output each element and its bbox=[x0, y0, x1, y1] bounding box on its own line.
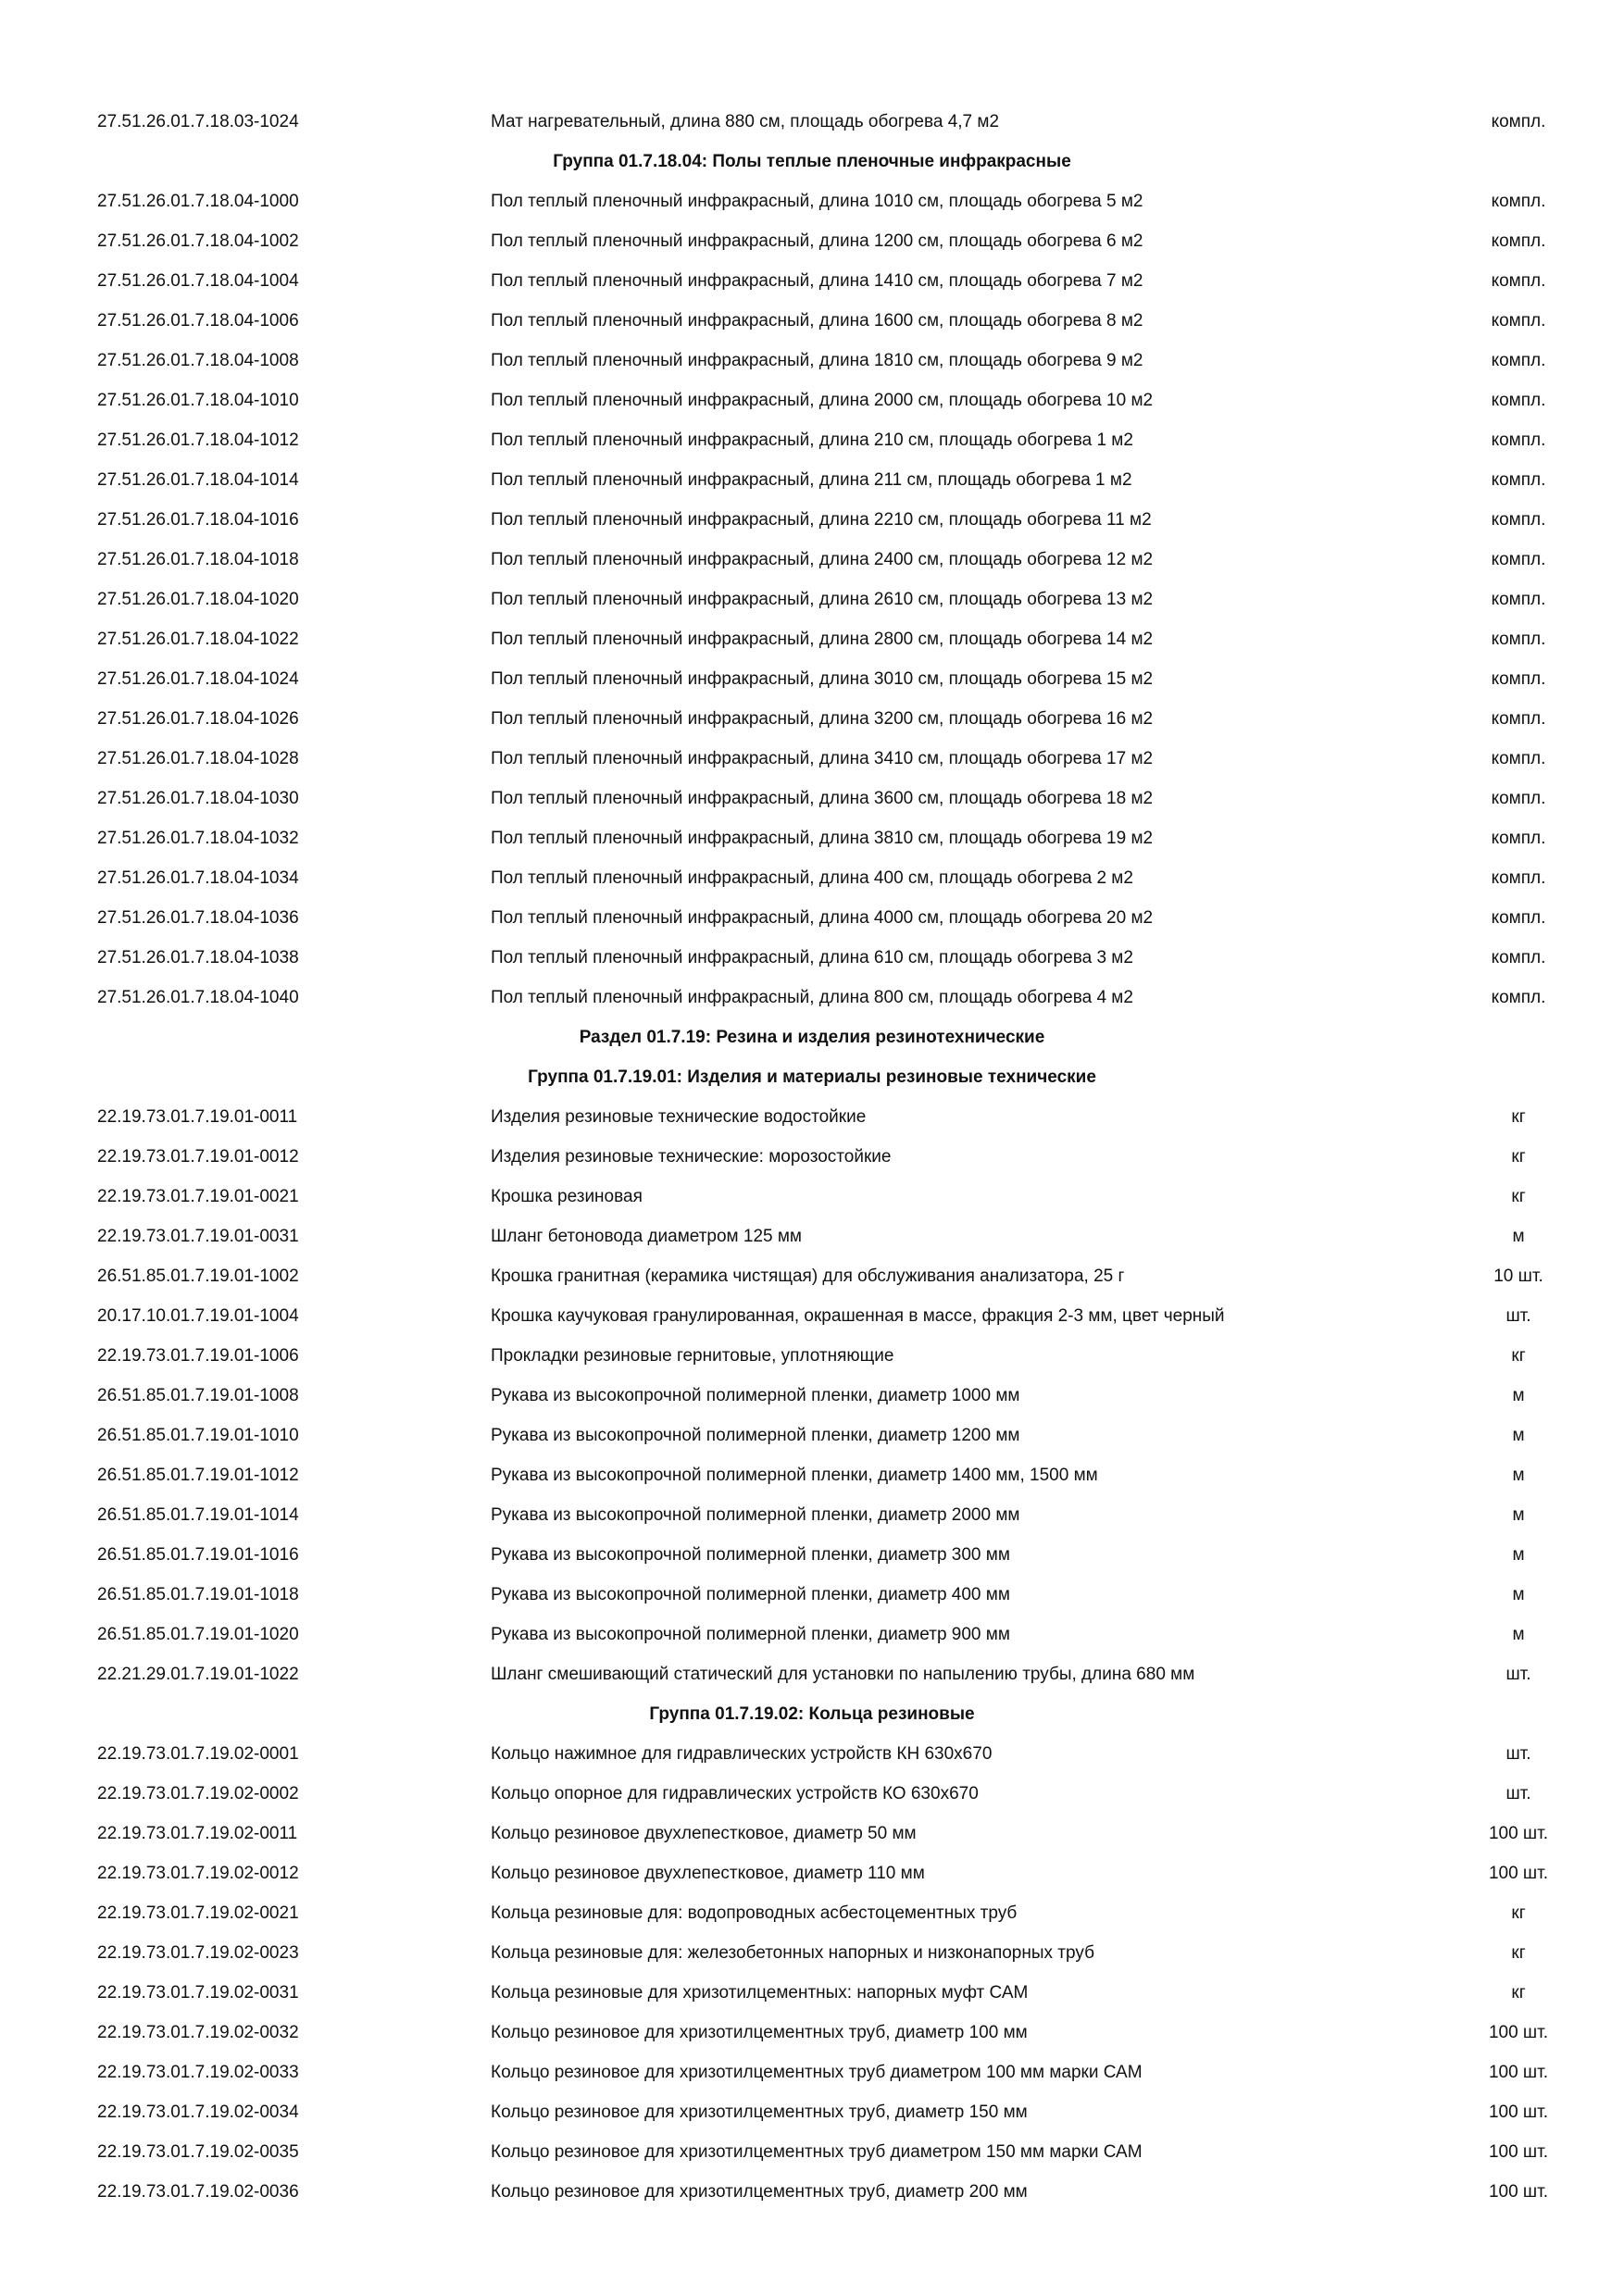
item-code: 26.51.85.01.7.19.01-1008 bbox=[97, 1386, 299, 1405]
item-unit: компл. bbox=[1491, 430, 1546, 450]
item-unit: м bbox=[1512, 1386, 1525, 1405]
item-name: Пол теплый пленочный инфракрасный, длина 2610 см, площадь обогрева 13 м2 bbox=[491, 590, 1154, 609]
table-row bbox=[0, 1933, 1624, 1973]
table-row bbox=[0, 619, 1624, 659]
item-name: Пол теплый пленочный инфракрасный, длина 3410 см, площадь обогрева 17 м2 bbox=[491, 749, 1154, 768]
item-code: 26.51.85.01.7.19.01-1012 bbox=[97, 1466, 299, 1485]
item-code: 22.19.73.01.7.19.01-0021 bbox=[97, 1187, 299, 1206]
item-code: 27.51.26.01.7.18.04-1008 bbox=[97, 351, 299, 370]
table-row bbox=[0, 1495, 1624, 1535]
section-heading: Группа 01.7.19.01: Изделия и материалы резиновые технические bbox=[528, 1067, 1096, 1087]
item-unit: м bbox=[1512, 1625, 1525, 1644]
item-code: 27.51.26.01.7.18.04-1030 bbox=[97, 789, 299, 808]
table-row bbox=[0, 1893, 1624, 1933]
table-row bbox=[0, 540, 1624, 580]
table-row bbox=[0, 1336, 1624, 1376]
item-code: 27.51.26.01.7.18.04-1034 bbox=[97, 868, 299, 888]
table-row bbox=[0, 1416, 1624, 1455]
item-name: Кольцо нажимное для гидравлических устройств КН 630x670 bbox=[491, 1744, 993, 1764]
item-name: Изделия резиновые технические: морозостойкие bbox=[491, 1147, 892, 1167]
item-code: 27.51.26.01.7.18.04-1040 bbox=[97, 988, 299, 1007]
item-unit: компл. bbox=[1491, 988, 1546, 1007]
item-code: 27.51.26.01.7.18.04-1010 bbox=[97, 391, 299, 410]
item-code: 22.19.73.01.7.19.01-0031 bbox=[97, 1227, 299, 1246]
item-name: Крошка каучуковая гранулированная, окрашенная в массе, фракция 2-3 мм, цвет черный bbox=[491, 1306, 1225, 1326]
table-row bbox=[0, 2092, 1624, 2132]
item-code: 22.19.73.01.7.19.02-0002 bbox=[97, 1784, 299, 1803]
item-unit: компл. bbox=[1491, 749, 1546, 768]
item-name: Шланг бетоновода диаметром 125 мм bbox=[491, 1227, 802, 1246]
item-unit: шт. bbox=[1505, 1306, 1531, 1326]
table-row bbox=[0, 460, 1624, 500]
table-row bbox=[0, 2172, 1624, 2212]
item-code: 22.19.73.01.7.19.02-0011 bbox=[97, 1824, 298, 1843]
table-row bbox=[0, 341, 1624, 381]
item-code: 27.51.26.01.7.18.04-1036 bbox=[97, 908, 299, 928]
item-name: Пол теплый пленочный инфракрасный, длина 1200 см, площадь обогрева 6 м2 bbox=[491, 231, 1143, 251]
table-row bbox=[0, 2053, 1624, 2092]
item-name: Пол теплый пленочный инфракрасный, длина 1410 см, площадь обогрева 7 м2 bbox=[491, 271, 1143, 291]
document-page bbox=[0, 102, 1624, 2212]
item-unit: компл. bbox=[1491, 868, 1546, 888]
item-code: 26.51.85.01.7.19.01-1016 bbox=[97, 1545, 299, 1565]
item-code: 22.19.73.01.7.19.02-0031 bbox=[97, 1983, 299, 2003]
table-row bbox=[0, 898, 1624, 938]
item-name: Пол теплый пленочный инфракрасный, длина 210 см, площадь обогрева 1 м2 bbox=[491, 430, 1133, 450]
item-name: Рукава из высокопрочной полимерной пленки, диаметр 1400 мм, 1500 мм bbox=[491, 1466, 1098, 1485]
item-code: 27.51.26.01.7.18.04-1032 bbox=[97, 829, 299, 848]
table-row bbox=[0, 2132, 1624, 2172]
item-unit: компл. bbox=[1491, 709, 1546, 729]
table-row bbox=[0, 1296, 1624, 1336]
table-row bbox=[0, 1575, 1624, 1615]
item-name: Пол теплый пленочный инфракрасный, длина 800 см, площадь обогрева 4 м2 bbox=[491, 988, 1133, 1007]
item-code: 26.51.85.01.7.19.01-1014 bbox=[97, 1505, 299, 1525]
item-name: Пол теплый пленочный инфракрасный, длина 3600 см, площадь обогрева 18 м2 bbox=[491, 789, 1154, 808]
table-row bbox=[0, 221, 1624, 261]
item-name: Пол теплый пленочный инфракрасный, длина 211 см, площадь обогрева 1 м2 bbox=[491, 470, 1132, 490]
item-name: Рукава из высокопрочной полимерной пленки, диаметр 900 мм bbox=[491, 1625, 1010, 1644]
table-row bbox=[0, 938, 1624, 978]
item-unit: кг bbox=[1511, 1187, 1526, 1206]
item-code: 27.51.26.01.7.18.04-1022 bbox=[97, 630, 299, 649]
item-name: Пол теплый пленочный инфракрасный, длина 1810 см, площадь обогрева 9 м2 bbox=[491, 351, 1143, 370]
item-name: Пол теплый пленочный инфракрасный, длина 400 см, площадь обогрева 2 м2 bbox=[491, 868, 1133, 888]
table-row bbox=[0, 818, 1624, 858]
table-row bbox=[0, 699, 1624, 739]
item-code: 27.51.26.01.7.18.04-1026 bbox=[97, 709, 299, 729]
section-heading: Группа 01.7.18.04: Полы теплые пленочные инфракрасные bbox=[553, 152, 1071, 171]
item-name: Пол теплый пленочный инфракрасный, длина 1600 см, площадь обогрева 8 м2 bbox=[491, 311, 1143, 331]
table-row bbox=[0, 659, 1624, 699]
item-name: Рукава из высокопрочной полимерной пленки, диаметр 2000 мм bbox=[491, 1505, 1020, 1525]
table-row bbox=[0, 1217, 1624, 1256]
item-code: 27.51.26.01.7.18.03-1024 bbox=[97, 112, 299, 131]
item-code: 27.51.26.01.7.18.04-1016 bbox=[97, 510, 299, 530]
item-code: 27.51.26.01.7.18.04-1038 bbox=[97, 948, 299, 967]
item-code: 27.51.26.01.7.18.04-1002 bbox=[97, 231, 299, 251]
item-code: 22.19.73.01.7.19.02-0032 bbox=[97, 2023, 299, 2042]
item-name: Пол теплый пленочный инфракрасный, длина 610 см, площадь обогрева 3 м2 bbox=[491, 948, 1133, 967]
table-row bbox=[0, 1734, 1624, 1774]
table-row bbox=[0, 1654, 1624, 1694]
item-unit: кг bbox=[1511, 1147, 1526, 1167]
item-name: Пол теплый пленочный инфракрасный, длина 3810 см, площадь обогрева 19 м2 bbox=[491, 829, 1154, 848]
table-row bbox=[0, 858, 1624, 898]
table-row bbox=[0, 1973, 1624, 2013]
item-code: 27.51.26.01.7.18.04-1028 bbox=[97, 749, 299, 768]
item-unit: 100 шт. bbox=[1488, 1864, 1549, 1883]
item-code: 27.51.26.01.7.18.04-1004 bbox=[97, 271, 299, 291]
section-heading: Группа 01.7.19.02: Кольца резиновые bbox=[649, 1704, 975, 1724]
item-code: 22.19.73.01.7.19.02-0036 bbox=[97, 2182, 299, 2202]
item-unit: компл. bbox=[1491, 271, 1546, 291]
table-row bbox=[0, 1256, 1624, 1296]
item-code: 26.51.85.01.7.19.01-1002 bbox=[97, 1267, 299, 1286]
table-row bbox=[0, 2013, 1624, 2053]
item-unit: м bbox=[1512, 1545, 1525, 1565]
table-row bbox=[0, 102, 1624, 142]
item-name: Рукава из высокопрочной полимерной пленки, диаметр 300 мм bbox=[491, 1545, 1010, 1565]
item-name: Мат нагревательный, длина 880 см, площадь обогрева 4,7 м2 bbox=[491, 112, 1000, 131]
item-unit: компл. bbox=[1491, 789, 1546, 808]
table-row bbox=[0, 779, 1624, 818]
item-unit: м bbox=[1512, 1585, 1525, 1604]
item-unit: 10 шт. bbox=[1493, 1267, 1543, 1286]
item-name: Кольца резиновые для: водопроводных асбестоцементных труб bbox=[491, 1903, 1018, 1923]
item-unit: м bbox=[1512, 1466, 1525, 1485]
item-code: 22.21.29.01.7.19.01-1022 bbox=[97, 1665, 299, 1684]
item-name: Кольцо резиновое для хризотилцементных труб диаметром 100 мм марки САМ bbox=[491, 2063, 1143, 2082]
item-name: Изделия резиновые технические водостойкие bbox=[491, 1107, 867, 1127]
section-heading: Раздел 01.7.19: Резина и изделия резинотехнические bbox=[579, 1028, 1045, 1047]
table-row bbox=[0, 500, 1624, 540]
item-unit: 100 шт. bbox=[1488, 2182, 1549, 2202]
item-unit: м bbox=[1512, 1505, 1525, 1525]
table-row bbox=[0, 261, 1624, 301]
item-unit: шт. bbox=[1505, 1665, 1531, 1684]
item-unit: м bbox=[1512, 1227, 1525, 1246]
item-unit: 100 шт. bbox=[1488, 1824, 1549, 1843]
table-row bbox=[0, 580, 1624, 619]
table-row bbox=[0, 1535, 1624, 1575]
item-name: Кольца резиновые для хризотилцементных: напорных муфт САМ bbox=[491, 1983, 1029, 2003]
item-unit: компл. bbox=[1491, 948, 1546, 967]
item-unit: кг bbox=[1511, 1983, 1526, 2003]
item-unit: компл. bbox=[1491, 590, 1546, 609]
item-unit: компл. bbox=[1491, 391, 1546, 410]
item-code: 27.51.26.01.7.18.04-1024 bbox=[97, 669, 299, 689]
item-unit: компл. bbox=[1491, 470, 1546, 490]
table-row bbox=[0, 1853, 1624, 1893]
item-unit: кг bbox=[1511, 1107, 1526, 1127]
item-name: Кольцо резиновое двухлепестковое, диаметр 110 мм bbox=[491, 1864, 925, 1883]
item-code: 22.19.73.01.7.19.02-0012 bbox=[97, 1864, 299, 1883]
table-row bbox=[0, 1177, 1624, 1217]
item-unit: компл. bbox=[1491, 510, 1546, 530]
item-unit: 100 шт. bbox=[1488, 2023, 1549, 2042]
item-unit: компл. bbox=[1491, 829, 1546, 848]
item-code: 22.19.73.01.7.19.02-0033 bbox=[97, 2063, 299, 2082]
item-unit: компл. bbox=[1491, 192, 1546, 211]
item-code: 27.51.26.01.7.18.04-1020 bbox=[97, 590, 299, 609]
item-unit: кг bbox=[1511, 1346, 1526, 1366]
item-unit: 100 шт. bbox=[1488, 2063, 1549, 2082]
table-row bbox=[0, 181, 1624, 221]
item-unit: 100 шт. bbox=[1488, 2103, 1549, 2122]
item-unit: м bbox=[1512, 1426, 1525, 1445]
item-name: Прокладки резиновые гернитовые, уплотняющие bbox=[491, 1346, 894, 1366]
item-unit: кг bbox=[1511, 1903, 1526, 1923]
item-unit: компл. bbox=[1491, 630, 1546, 649]
item-name: Кольцо резиновое для хризотилцементных труб, диаметр 200 мм bbox=[491, 2182, 1028, 2202]
item-name: Пол теплый пленочный инфракрасный, длина 3200 см, площадь обогрева 16 м2 bbox=[491, 709, 1154, 729]
item-code: 26.51.85.01.7.19.01-1020 bbox=[97, 1625, 299, 1644]
table-row bbox=[0, 1137, 1624, 1177]
item-code: 22.19.73.01.7.19.02-0035 bbox=[97, 2142, 299, 2162]
table-row bbox=[0, 1376, 1624, 1416]
table-row bbox=[0, 1097, 1624, 1137]
item-name: Шланг смешивающий статический для установки по напылению трубы, длина 680 мм bbox=[491, 1665, 1195, 1684]
item-unit: кг bbox=[1511, 1943, 1526, 1963]
table-row bbox=[0, 978, 1624, 1017]
item-code: 27.51.26.01.7.18.04-1012 bbox=[97, 430, 299, 450]
item-code: 20.17.10.01.7.19.01-1004 bbox=[97, 1306, 299, 1326]
item-name: Кольцо резиновое для хризотилцементных труб, диаметр 100 мм bbox=[491, 2023, 1028, 2042]
item-code: 22.19.73.01.7.19.01-0012 bbox=[97, 1147, 299, 1167]
item-name: Кольцо резиновое двухлепестковое, диаметр 50 мм bbox=[491, 1824, 917, 1843]
item-name: Пол теплый пленочный инфракрасный, длина 2400 см, площадь обогрева 12 м2 bbox=[491, 550, 1154, 569]
item-name: Пол теплый пленочный инфракрасный, длина 2000 см, площадь обогрева 10 м2 bbox=[491, 391, 1154, 410]
table-row bbox=[0, 739, 1624, 779]
item-name: Пол теплый пленочный инфракрасный, длина 3010 см, площадь обогрева 15 м2 bbox=[491, 669, 1154, 689]
table-row bbox=[0, 1455, 1624, 1495]
item-unit: шт. bbox=[1505, 1744, 1531, 1764]
item-unit: компл. bbox=[1491, 112, 1546, 131]
item-code: 22.19.73.01.7.19.02-0034 bbox=[97, 2103, 299, 2122]
item-name: Крошка гранитная (керамика чистящая) для обслуживания анализатора, 25 г bbox=[491, 1267, 1125, 1286]
item-name: Кольцо резиновое для хризотилцементных труб диаметром 150 мм марки САМ bbox=[491, 2142, 1143, 2162]
table-row bbox=[0, 420, 1624, 460]
item-code: 27.51.26.01.7.18.04-1014 bbox=[97, 470, 299, 490]
table-row bbox=[0, 301, 1624, 341]
item-name: Крошка резиновая bbox=[491, 1187, 643, 1206]
item-unit: 100 шт. bbox=[1488, 2142, 1549, 2162]
table-row bbox=[0, 1615, 1624, 1654]
item-name: Пол теплый пленочный инфракрасный, длина 1010 см, площадь обогрева 5 м2 bbox=[491, 192, 1143, 211]
item-unit: шт. bbox=[1505, 1784, 1531, 1803]
item-name: Пол теплый пленочный инфракрасный, длина 2800 см, площадь обогрева 14 м2 bbox=[491, 630, 1154, 649]
item-name: Кольца резиновые для: железобетонных напорных и низконапорных труб bbox=[491, 1943, 1094, 1963]
item-name: Рукава из высокопрочной полимерной пленки, диаметр 1200 мм bbox=[491, 1426, 1020, 1445]
item-code: 27.51.26.01.7.18.04-1000 bbox=[97, 192, 299, 211]
item-unit: компл. bbox=[1491, 311, 1546, 331]
table-row bbox=[0, 381, 1624, 420]
item-unit: компл. bbox=[1491, 669, 1546, 689]
item-code: 22.19.73.01.7.19.02-0021 bbox=[97, 1903, 299, 1923]
item-code: 22.19.73.01.7.19.02-0023 bbox=[97, 1943, 299, 1963]
item-unit: компл. bbox=[1491, 351, 1546, 370]
item-name: Кольцо резиновое для хризотилцементных труб, диаметр 150 мм bbox=[491, 2103, 1028, 2122]
item-unit: компл. bbox=[1491, 550, 1546, 569]
item-code: 26.51.85.01.7.19.01-1018 bbox=[97, 1585, 299, 1604]
table-row bbox=[0, 1814, 1624, 1853]
item-unit: компл. bbox=[1491, 908, 1546, 928]
item-code: 26.51.85.01.7.19.01-1010 bbox=[97, 1426, 299, 1445]
item-code: 22.19.73.01.7.19.02-0001 bbox=[97, 1744, 299, 1764]
item-code: 27.51.26.01.7.18.04-1018 bbox=[97, 550, 299, 569]
item-code: 22.19.73.01.7.19.01-0011 bbox=[97, 1107, 298, 1127]
item-name: Рукава из высокопрочной полимерной пленки, диаметр 400 мм bbox=[491, 1585, 1010, 1604]
item-name: Пол теплый пленочный инфракрасный, длина 4000 см, площадь обогрева 20 м2 bbox=[491, 908, 1154, 928]
item-name: Кольцо опорное для гидравлических устройств КО 630x670 bbox=[491, 1784, 979, 1803]
table-row bbox=[0, 1774, 1624, 1814]
item-code: 22.19.73.01.7.19.01-1006 bbox=[97, 1346, 299, 1366]
item-name: Рукава из высокопрочной полимерной пленки, диаметр 1000 мм bbox=[491, 1386, 1020, 1405]
item-unit: компл. bbox=[1491, 231, 1546, 251]
item-name: Пол теплый пленочный инфракрасный, длина 2210 см, площадь обогрева 11 м2 bbox=[491, 510, 1152, 530]
item-code: 27.51.26.01.7.18.04-1006 bbox=[97, 311, 299, 331]
